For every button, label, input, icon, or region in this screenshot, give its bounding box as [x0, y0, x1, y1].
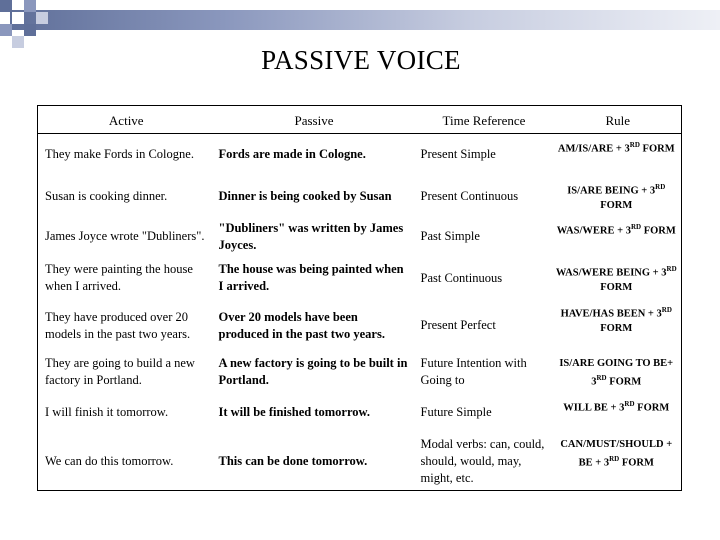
passive-cell: A new factory is going to be built in Portland.	[218, 356, 408, 388]
table-row	[38, 258, 682, 299]
active-cell: They are going to build a new factory in Portland.	[45, 356, 195, 388]
passive-cell: Dinner is being cooked by Susan	[218, 188, 392, 203]
table-row	[38, 352, 682, 392]
header-active: Active	[108, 113, 144, 128]
time-reference-cell: Past Simple	[420, 229, 480, 244]
table-row	[38, 393, 682, 433]
active-cell: We can do this tomorrow.	[45, 453, 174, 468]
table-body	[38, 134, 682, 491]
decorative-square	[12, 12, 24, 24]
page-title: PASSIVE VOICE	[261, 45, 461, 75]
table-row	[38, 176, 682, 216]
rule-cell: IS/ARE GOING TO BE+ 3RD FORM	[559, 358, 674, 388]
passive-cell: The house was being painted when I arrived.	[218, 262, 404, 294]
passive-cell: "Dubliners" was written by James Joyces.	[218, 220, 404, 252]
active-cell: I will finish it tomorrow.	[45, 405, 169, 420]
decorative-square	[36, 12, 48, 24]
rule-cell: CAN/MUST/SHOULD + BE + 3RD FORM	[560, 438, 673, 469]
passive-cell: Fords are made in Cologne.	[218, 147, 366, 162]
ordinal-suffix: RD	[655, 182, 666, 191]
ordinal-suffix: RD	[630, 223, 642, 232]
decorative-square	[24, 24, 36, 36]
passive-voice-table	[37, 105, 682, 491]
time-reference-cell: Present Simple	[420, 147, 496, 162]
table-row	[38, 216, 682, 257]
active-cell: They have produced over 20 models in the past two years.	[45, 309, 191, 341]
time-reference-cell: Future Intention with Going to	[420, 356, 527, 388]
rule-cell: WILL BE + 3RD FORM	[563, 399, 670, 414]
rule-cell: WAS/WERE + 3RD FORM	[556, 223, 676, 237]
decorative-square	[0, 0, 12, 12]
header-time-reference: Time Reference	[442, 113, 526, 128]
active-cell: James Joyce wrote "Dubliners".	[45, 229, 205, 244]
table-header-row	[38, 106, 682, 134]
passive-cell: It will be finished tomorrow.	[218, 405, 371, 420]
header-rule: Rule	[605, 113, 631, 128]
rule-cell: WAS/WERE BEING + 3RD FORM	[555, 264, 677, 294]
ordinal-suffix: RD	[609, 454, 620, 463]
decorative-square	[24, 0, 36, 12]
table-row	[38, 299, 682, 352]
table-row	[38, 134, 682, 176]
time-reference-cell: Present Continuous	[420, 188, 519, 203]
passive-cell: This can be done tomorrow.	[218, 453, 368, 468]
ordinal-suffix: RD	[661, 305, 672, 314]
rule-cell: AM/IS/ARE + 3RD FORM	[557, 141, 675, 155]
decorative-square	[0, 24, 12, 36]
time-reference-cell: Present Perfect	[420, 318, 496, 333]
header-passive: Passive	[294, 113, 334, 128]
ordinal-suffix: RD	[629, 141, 640, 149]
time-reference-cell: Future Simple	[420, 405, 492, 420]
passive-cell: Over 20 models have been produced in the past two years.	[218, 309, 385, 341]
time-reference-cell: Past Continuous	[420, 270, 503, 285]
table-row	[38, 433, 682, 491]
active-cell: They were painting the house when I arrived.	[45, 262, 193, 294]
decorative-header-bar	[0, 0, 720, 40]
ordinal-suffix: RD	[666, 264, 677, 273]
time-reference-cell: Modal verbs: can, could, should, would, may, might, etc.	[420, 436, 545, 485]
rule-cell: HAVE/HAS BEEN + 3RD FORM	[560, 305, 672, 335]
active-cell: They make Fords in Cologne.	[45, 147, 194, 162]
ordinal-suffix: RD	[624, 399, 635, 408]
ordinal-suffix: RD	[596, 374, 607, 383]
rule-cell: IS/ARE BEING + 3RD FORM	[567, 182, 666, 212]
active-cell: Susan is cooking dinner.	[45, 188, 168, 203]
gradient-band	[10, 10, 720, 30]
